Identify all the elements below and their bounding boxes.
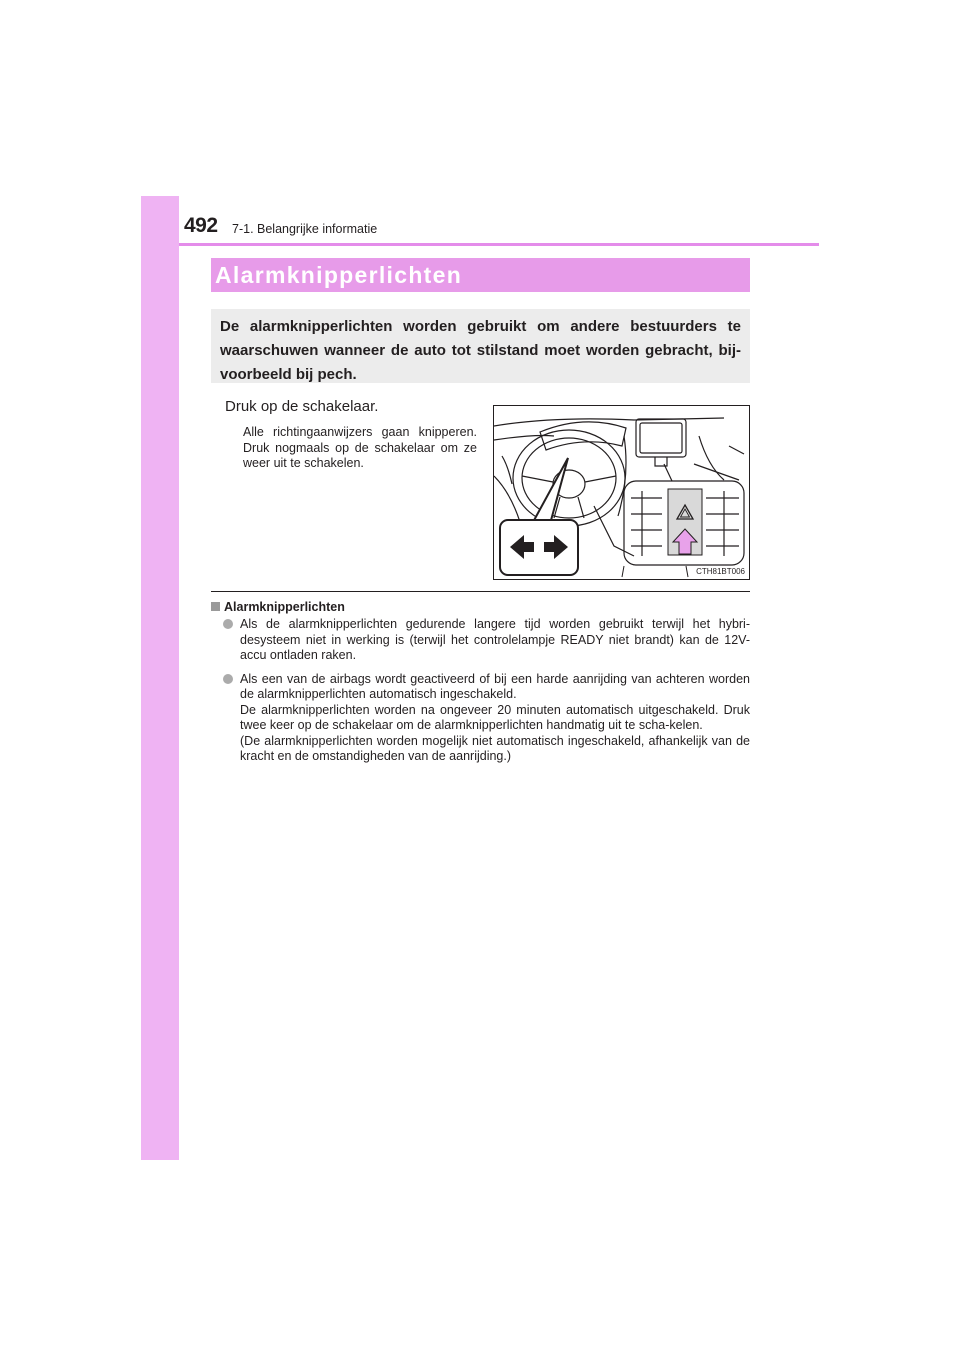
bullet-dot-icon bbox=[223, 619, 233, 629]
header-rule bbox=[179, 243, 819, 246]
intro-box: De alarmknipperlichten worden gebruikt om andere bestuurders te waarschuwen wanneer de auto tot stilstand moet worden gebracht, bij-voorbeeld bij pech. bbox=[211, 309, 750, 383]
step-title: Druk op de schakelaar. bbox=[225, 398, 379, 415]
step-description: Alle richtingaanwijzers gaan knipperen. Druk nogmaals op de schakelaar om ze weer uit te schakelen. bbox=[243, 425, 477, 470]
notes-heading: Alarmknipperlichten bbox=[211, 600, 345, 614]
page-number: 492 bbox=[184, 214, 218, 237]
section-title-bar bbox=[211, 258, 750, 292]
figure-code: CTH81BT006 bbox=[696, 567, 745, 576]
notes-list bbox=[211, 617, 750, 773]
section-title: Alarmknipperlichten bbox=[215, 262, 463, 288]
chapter-title: 7-1. Belangrijke informatie bbox=[232, 222, 378, 236]
hazard-switch-illustration bbox=[493, 405, 750, 580]
square-bullet-icon bbox=[211, 602, 220, 611]
side-tab bbox=[141, 196, 179, 1160]
list-item: Als een van de airbags wordt geactiveerd of bij een harde aanrijding van achteren worden de alarmknipperlichten automatisch ingeschakeld. De alarmknipperlichten worden na ongeveer 20 minuten automatisch uitgeschakeld. Druk twee keer op de schakelaar om de alarmknipperlichten handmatig uit te scha-kelen. (De alarmknipperlichten worden mogelijk niet automatisch ingeschakeld, afhankelijk van de kracht en de omstandigheden van de aanrijding.) bbox=[211, 672, 750, 765]
divider bbox=[211, 591, 750, 592]
list-item: Als de alarmknipperlichten gedurende langere tijd worden gebruikt terwijl het hybri-desysteem niet in werking is (terwijl het controlelampje READY niet brandt) kan de 12V-accu ontladen raken. bbox=[211, 617, 750, 664]
bullet-dot-icon bbox=[223, 674, 233, 684]
steering-wheel-icon bbox=[513, 430, 625, 526]
